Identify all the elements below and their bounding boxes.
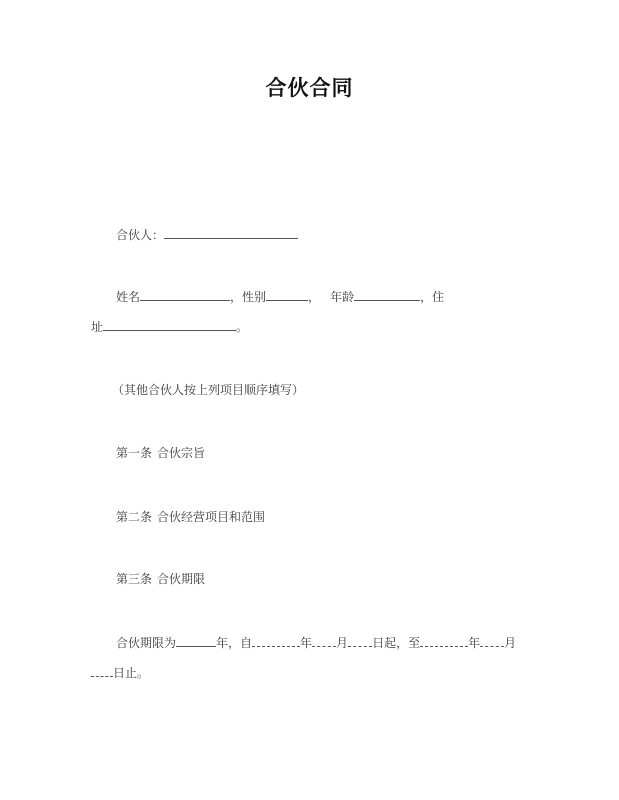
address-line (91, 318, 248, 335)
address-end: 。 (236, 320, 249, 334)
partner-line (116, 226, 298, 243)
address-blank[interactable] (103, 318, 236, 331)
address-label-part2: 址 (91, 320, 104, 334)
age-blank[interactable] (354, 288, 420, 301)
article-heading: 合伙宗旨 (157, 446, 206, 460)
start-day-blank[interactable] (348, 634, 372, 647)
separator: ， (308, 290, 321, 304)
article-1 (116, 445, 205, 461)
start-month-unit: 月 (336, 636, 349, 650)
gender-label: 性别 (242, 290, 267, 304)
end-day-unit: 日止。 (113, 666, 150, 680)
end-month-unit: 月 (504, 636, 517, 650)
gender-blank[interactable] (266, 288, 308, 301)
article-number: 第二条 (116, 510, 153, 524)
name-label: 姓名 (116, 290, 141, 304)
end-year-unit: 年 (468, 636, 481, 650)
term-clause-line (116, 634, 516, 651)
term-years-unit: 年，自 (216, 636, 253, 650)
end-day-blank[interactable] (91, 664, 113, 677)
document-title: 合伙合同 (265, 75, 354, 100)
article-heading: 合伙期限 (157, 572, 206, 586)
term-prefix: 合伙期限为 (116, 636, 177, 650)
partner-label: 合伙人： (116, 228, 165, 242)
age-label: 年龄 (330, 290, 355, 304)
partner-blank[interactable] (164, 226, 298, 239)
article-2 (116, 509, 265, 525)
personal-info-line (116, 288, 444, 305)
name-blank[interactable] (140, 288, 230, 301)
separator: ， (230, 290, 243, 304)
end-year-blank[interactable] (420, 634, 468, 647)
start-year-unit: 年 (300, 636, 313, 650)
address-label-part1: 住 (432, 290, 445, 304)
article-number: 第一条 (116, 446, 153, 460)
term-clause-line-2 (91, 664, 149, 681)
article-number: 第三条 (116, 572, 153, 586)
start-day-unit: 日起，至 (372, 636, 421, 650)
end-month-blank[interactable] (480, 634, 504, 647)
article-heading: 合伙经营项目和范围 (157, 510, 266, 524)
separator: ， (420, 290, 433, 304)
other-partners-note: （其他合伙人按上列项目顺序填写） (112, 383, 305, 397)
article-3 (116, 571, 205, 587)
start-year-blank[interactable] (252, 634, 300, 647)
term-years-blank[interactable] (176, 634, 216, 647)
start-month-blank[interactable] (312, 634, 336, 647)
